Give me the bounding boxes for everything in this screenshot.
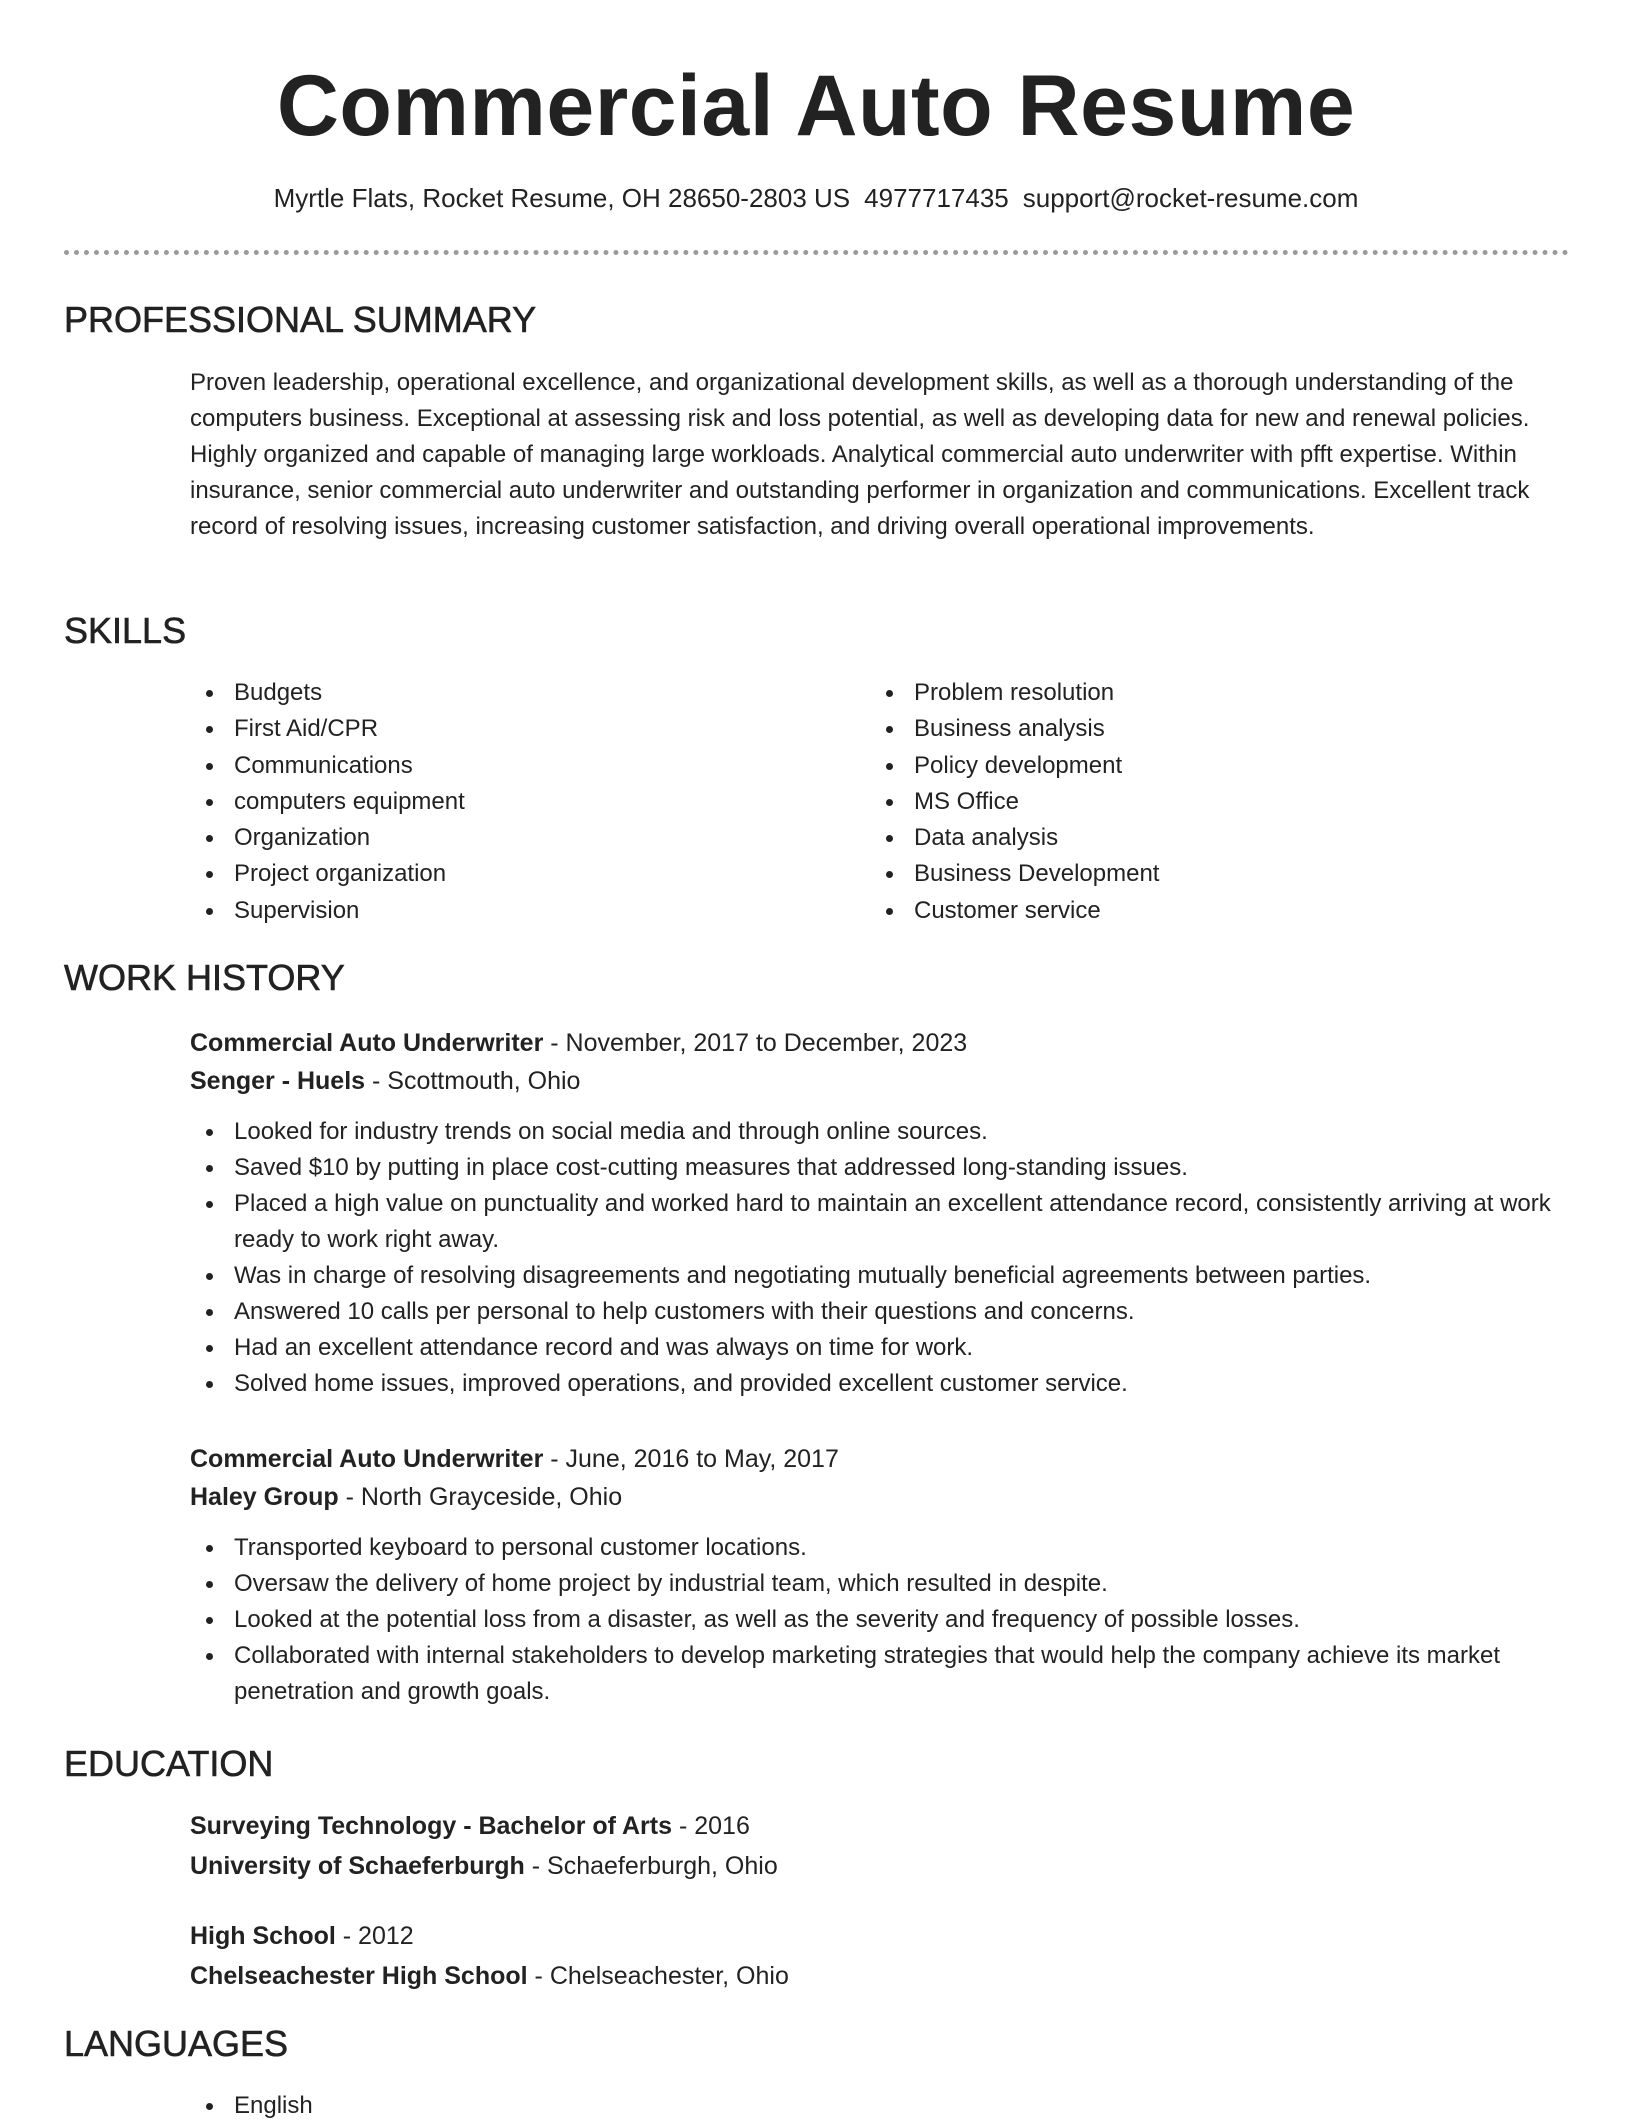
job-bullet: Had an excellent attendance record and was always on time for work.	[190, 1330, 1570, 1366]
languages-heading: LANGUAGES	[64, 2023, 289, 2064]
skill-item: Project organization	[190, 856, 830, 892]
education-school: University of Schaeferburgh	[190, 1852, 525, 1880]
skill-item: Customer service	[870, 893, 1510, 929]
job-role: Commercial Auto Underwriter	[190, 1445, 544, 1473]
education-degree: Surveying Technology - Bachelor of Arts	[190, 1812, 673, 1840]
job-entry	[190, 1440, 1570, 1710]
job-company: Haley Group	[190, 1483, 339, 1511]
job-bullet: Saved $10 by putting in place cost-cutting measures that addressed long-standing issues.	[190, 1150, 1570, 1186]
job-title-line	[190, 1440, 1570, 1478]
education-location: - Chelseachester, Ohio	[527, 1962, 789, 1990]
job-location: - Scottmouth, Ohio	[365, 1067, 581, 1095]
job-dates: - November, 2017 to December, 2023	[543, 1029, 968, 1057]
languages-list	[190, 2088, 790, 2124]
education-school-line	[190, 1846, 1570, 1886]
education-school: Chelseachester High School	[190, 1962, 528, 1990]
skill-item: Data analysis	[870, 820, 1510, 856]
contact-phone: 4977717435	[864, 183, 1009, 213]
job-company-line	[190, 1062, 1570, 1100]
job-bullet: Solved home issues, improved operations, and provided excellent customer service.	[190, 1366, 1570, 1402]
skill-item: Business Development	[870, 856, 1510, 892]
skills-list-left	[190, 675, 830, 929]
skill-item: Policy development	[870, 748, 1510, 784]
education-degree-line	[190, 1806, 1570, 1846]
job-location: - North Grayceside, Ohio	[338, 1483, 623, 1511]
skill-item: Budgets	[190, 675, 830, 711]
education-year: - 2016	[672, 1812, 750, 1840]
contact-line	[0, 180, 1632, 216]
job-bullets	[190, 1530, 1570, 1710]
education-school-line	[190, 1956, 1570, 1996]
education-entry	[190, 1806, 1570, 1886]
education-location: - Schaeferburgh, Ohio	[524, 1852, 778, 1880]
skill-item: First Aid/CPR	[190, 711, 830, 747]
education-heading: EDUCATION	[64, 1743, 274, 1784]
summary-text: Proven leadership, operational excellence, and organizational development skills, as well as a thorough understanding of the computers business. Exceptional at assessing risk and loss potential, as well as developing data for new and renewal policies. Highly organized and capable of managing large workloads. Analytical commercial auto underwriter with pfft expertise. Within insurance, senior commercial auto underwriter and outstanding performer in organization and communications. Excellent track record of resolving issues, increasing customer satisfaction, and driving overall operational improvements.	[190, 369, 1530, 540]
job-bullet: Looked for industry trends on social media and through online sources.	[190, 1114, 1570, 1150]
skill-item: Business analysis	[870, 711, 1510, 747]
job-bullets	[190, 1114, 1570, 1402]
job-role: Commercial Auto Underwriter	[190, 1029, 544, 1057]
job-bullet: Collaborated with internal stakeholders to develop marketing strategies that would help the company achieve its market penetration and growth goals.	[190, 1638, 1570, 1710]
job-bullet: Answered 10 calls per personal to help customers with their questions and concerns.	[190, 1294, 1570, 1330]
skill-item: Problem resolution	[870, 675, 1510, 711]
header-divider	[64, 250, 1569, 255]
skills-heading: SKILLS	[64, 610, 187, 651]
summary-heading: PROFESSIONAL SUMMARY	[64, 299, 537, 340]
job-company: Senger - Huels	[190, 1067, 366, 1095]
job-bullet: Placed a high value on punctuality and worked hard to maintain an excellent attendance record, consistently arriving at work ready to work right away.	[190, 1186, 1570, 1258]
education-entry	[190, 1916, 1570, 1996]
job-bullet: Transported keyboard to personal customer locations.	[190, 1530, 1570, 1566]
language-item: English	[190, 2088, 790, 2124]
education-degree: High School	[190, 1922, 336, 1950]
skills-list-right	[870, 675, 1510, 929]
job-bullet: Was in charge of resolving disagreements and negotiating mutually beneficial agreements between parties.	[190, 1258, 1570, 1294]
education-year: - 2012	[335, 1922, 414, 1950]
resume-title: Commercial Auto Resume	[276, 58, 1356, 154]
skill-item: Communications	[190, 748, 830, 784]
job-bullet: Looked at the potential loss from a disaster, as well as the severity and frequency of possible losses.	[190, 1602, 1570, 1638]
education-degree-line	[190, 1916, 1570, 1956]
job-company-line	[190, 1478, 1570, 1516]
skill-item: Supervision	[190, 893, 830, 929]
work-history-heading: WORK HISTORY	[64, 957, 345, 998]
skill-item: MS Office	[870, 784, 1510, 820]
job-entry	[190, 1024, 1570, 1402]
contact-address: Myrtle Flats, Rocket Resume, OH 28650-2803 US	[273, 183, 851, 213]
job-dates: - June, 2016 to May, 2017	[543, 1445, 839, 1473]
skill-item: computers equipment	[190, 784, 830, 820]
job-bullet: Oversaw the delivery of home project by industrial team, which resulted in despite.	[190, 1566, 1570, 1602]
skill-item: Organization	[190, 820, 830, 856]
contact-email: support@rocket-resume.com	[1022, 183, 1359, 213]
job-title-line	[190, 1024, 1570, 1062]
